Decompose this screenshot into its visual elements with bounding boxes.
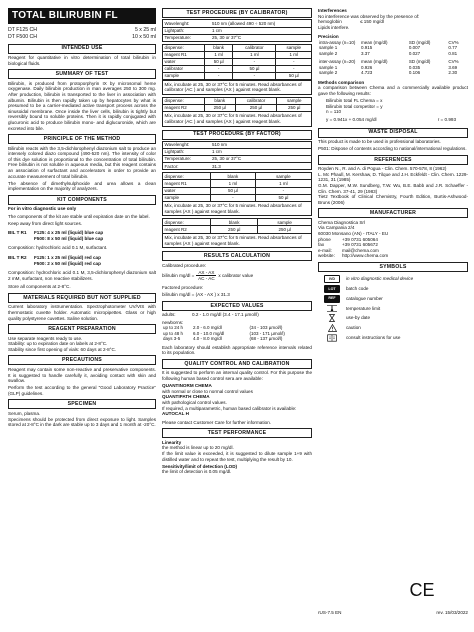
table-cell: sample 1 xyxy=(319,45,338,51)
table-header: blank xyxy=(211,173,256,180)
factor-note-2: Mix, incubate at 25, 30 or 37°C for 5 minutes. Read absorbances of samples (AX ) against reagent blank. xyxy=(162,233,312,248)
methods-n: n = 110 xyxy=(326,109,342,115)
book-icon xyxy=(324,334,340,342)
methods-regression xyxy=(318,117,468,123)
table-cell: 1 ml xyxy=(211,180,256,187)
table-header: sample xyxy=(277,97,312,104)
reagent-r1 xyxy=(8,230,156,241)
storage-text: Store all components at 2-8°C. xyxy=(8,284,71,290)
section-heading-principle: PRINCIPLE OF THE METHOD xyxy=(8,134,156,144)
contact-key: website: xyxy=(318,253,335,259)
section-heading-precautions: PRECAUTIONS xyxy=(8,355,156,365)
param-key: Temperature: xyxy=(163,34,211,41)
table-row xyxy=(163,226,312,233)
table-header: intra-assay (n=10) xyxy=(319,39,356,45)
reagent-prep-text: Stability since first opening of vials: 60 days at 2-8°C. xyxy=(8,346,117,352)
table-row xyxy=(163,104,312,111)
symbol-label: caution xyxy=(346,325,361,331)
adults-row xyxy=(162,312,312,318)
reagent-pack-line: F125: 4 x 25 ml (liquid) blue cap xyxy=(34,230,104,236)
table-row xyxy=(163,187,312,194)
table-header: inter-assay (n=20) xyxy=(319,59,356,65)
intra-assay-table xyxy=(318,40,468,56)
pack-size: 5 x 25 ml xyxy=(134,27,156,34)
table-cell: - xyxy=(255,187,311,194)
table-cell: 0.915 xyxy=(361,45,373,51)
materials-text: Current laboratory instrumentation. Spectrophotometer UV/VIS with thermostatic cuvette holder. Automatic micropipettes. Glass or high quality polystyrene cuvettes. Saline solution. xyxy=(8,304,156,321)
inter-assay-table xyxy=(318,59,468,75)
section-heading-factor-procedure: TEST PROCEDURE (BY FACTOR) xyxy=(162,130,312,140)
table-cell: 3.69 xyxy=(448,64,458,70)
reagent-label: BIL T R1 xyxy=(8,230,27,236)
section-heading-materials: MATERIALS REQUIRED BUT NOT SUPPLIED xyxy=(8,293,156,303)
section-heading-kit: KIT COMPONENTS xyxy=(8,195,156,205)
table-cell: 250 µl xyxy=(205,104,236,111)
principle-text-2: The absence of dimethylsulphoxide and urea allows a clean implementation on the majority of analyzers. xyxy=(8,180,156,192)
table-cell: 0.106 xyxy=(408,70,421,76)
adults-value: 0.2 - 1.0 mg/dl (3.4 - 17.1 µmol/l) xyxy=(192,312,259,318)
table-cell: reagent R1 xyxy=(163,180,211,187)
revision-date: rev. 15/03/2022 xyxy=(436,610,468,615)
warning-icon xyxy=(324,324,340,332)
specimen-text: Serum, plasma. xyxy=(8,410,41,416)
manufacturer-line: Via Campania 2/4 xyxy=(318,225,355,231)
linearity-title: Linearity xyxy=(162,439,182,445)
table-cell: - xyxy=(233,58,276,65)
table-cell: 0.926 xyxy=(361,64,373,70)
table-cell: - xyxy=(211,194,256,201)
table-row xyxy=(163,72,312,79)
contact-key: phone xyxy=(318,236,331,242)
section-heading-calibrator-procedure: TEST PROCEDURE (BY CALIBRATOR) xyxy=(162,8,312,18)
table-cell: 0.035 xyxy=(408,64,421,70)
param-key: Factor: xyxy=(163,163,211,170)
param-key: Wavelenght: xyxy=(163,142,211,149)
ce-mark xyxy=(409,580,435,599)
qc-text: It is suggested to perform an internal quality control. For this purpose the following human based control sera are available: xyxy=(162,370,312,382)
expected-values-note: Each laboratory should establish appropriate reference intervals related to its population. xyxy=(162,344,312,356)
table-header-row xyxy=(163,97,312,104)
newborns-label: newborns: xyxy=(162,319,184,325)
formula-rhs: x calibrator value xyxy=(218,273,254,279)
table-cell: 250 µl xyxy=(258,226,312,233)
table-header: blank xyxy=(211,219,258,226)
table-cell: - xyxy=(233,72,276,79)
table-header: sample xyxy=(255,173,311,180)
factored-formula: bilirubin mg/dl = (AX - AX ) x 31.3 xyxy=(162,292,230,298)
calibrated-formula xyxy=(162,270,312,282)
section-heading-expected-values: EXPECTED VALUES xyxy=(162,301,312,311)
code-row xyxy=(8,27,156,34)
param-row xyxy=(163,156,312,163)
symbol-label: temperature limit xyxy=(346,305,381,311)
contact-key: fax xyxy=(318,242,325,248)
param-row xyxy=(163,27,312,34)
table-header: mean (mg/dl) xyxy=(361,39,388,45)
newborns-table xyxy=(162,325,312,341)
formula-denominator: AC - AC xyxy=(198,276,215,282)
param-value: 510 nm xyxy=(211,142,312,149)
section-heading-waste: WASTE DISPOSAL xyxy=(318,128,468,138)
table-header: sample xyxy=(276,44,312,51)
table-cell: sample 2 xyxy=(319,50,338,56)
param-key: Temperature: xyxy=(163,156,211,163)
methods-y-label: Bilirubin total competitor = y xyxy=(326,103,383,109)
formula-fraction xyxy=(196,270,216,282)
linearity-text: the method is linear up to 20 mg/dl. xyxy=(162,445,234,451)
table-cell: 2.30 xyxy=(448,70,458,76)
manufacturer-website xyxy=(318,253,468,259)
symbol-label: in vitro diagnostic medical device xyxy=(346,276,414,282)
manufacturer-line: Chema Diagnostica Srl xyxy=(318,219,365,225)
ivd-note: For in vitro diagnostic use only xyxy=(8,206,77,212)
intended-use-text: Reagent for quantitative in vitro determination of total bilirubin in biological fluids. xyxy=(8,55,156,66)
table-row xyxy=(162,336,312,341)
table-cell: 1 ml xyxy=(276,51,312,58)
table-cell: up to 24 h xyxy=(163,325,184,331)
table-cell: 50 µl xyxy=(276,72,312,79)
factored-procedure-label: Factored procedure: xyxy=(162,285,204,290)
table-row xyxy=(163,65,312,72)
table-row xyxy=(163,51,312,58)
table-header: blank xyxy=(205,44,233,51)
table-cell: 0.77 xyxy=(448,45,458,51)
reagent-pack-line: F500: 2 x 50 ml (liquid) red cap xyxy=(34,260,101,266)
quantinorm-name: QUANTINORM CHEMA xyxy=(162,383,212,389)
table-cell: 0.81 xyxy=(448,50,458,56)
table-cell: 50 µl xyxy=(255,194,311,201)
reagent-prep-text: Use separate reagents ready to use. xyxy=(8,335,83,341)
methods-text: a comparison between Chema and a commercially available product gave the following results: xyxy=(318,85,468,97)
table-cell: days 3-5 xyxy=(163,336,181,342)
table-cell: 1 ml xyxy=(255,180,311,187)
linearity-dilution-text: If the limit value is exceeded, it is suggested to dilute sample 1+9 with distilled water and to repeat the test, multiplying the result by 10. xyxy=(162,451,312,462)
param-value: 1 cm xyxy=(211,149,312,156)
principle-text: Bilirubin reacts with the 3,5-dichlorophenyl diazonium salt to produce an intensely colored diazo compound (490-520 nm). The intensity of color of this dye solution is proportional to the concentration of total bilirubin. Free bilirubin is not soluble in aqueous media, but this reagent contains an association of surfactant and accelerators in order to provide an accurate measurement of total bilirubin. xyxy=(8,145,156,179)
table-cell: 250 µl xyxy=(235,104,277,111)
calibrator-note-2: Mix, incubate at 25, 30 or 37°C for 5 minutes. Read absorbances of calibrator (AC ) and samples (AX ) against reagent blank. xyxy=(162,111,312,126)
table-row xyxy=(163,194,312,201)
symbol-row xyxy=(324,324,468,332)
code-row xyxy=(8,34,156,41)
section-heading-specimen: SPECIMEN xyxy=(8,399,156,409)
table-cell: 6.0 - 10.0 mg/dl xyxy=(193,330,225,336)
calibrator-dispense-table-1 xyxy=(162,44,312,80)
section-heading-quality-control: QUALITY CONTROL AND CALIBRATION xyxy=(162,359,312,369)
table-header: CV% xyxy=(448,39,459,45)
calibrator-dispense-table-2 xyxy=(162,97,312,112)
table-cell: 4.0 - 8.0 mg/dl xyxy=(193,336,222,342)
table-cell: 3.37 xyxy=(361,50,370,56)
table-header: SD (mg/dl) xyxy=(408,59,431,65)
symbol-row xyxy=(324,295,468,303)
table-cell: sample 2 xyxy=(319,70,338,76)
section-heading-results: RESULTS CALCULATION xyxy=(162,251,312,261)
methods-title: Methods comparison xyxy=(318,79,365,85)
factor-dispense-table-1 xyxy=(162,172,312,201)
table-header: sample xyxy=(258,219,312,226)
table-cell: water xyxy=(163,58,205,65)
factor-dispense-table-2 xyxy=(162,218,312,233)
section-heading-reagent-prep: REAGENT PREPARATION xyxy=(8,324,156,334)
code: DT F125 CH xyxy=(8,27,38,34)
table-header: dispense: xyxy=(163,219,211,226)
ref-icon: REF xyxy=(324,295,340,303)
reagent-pack-line: F500: 8 x 50 ml (liquid) blue cap xyxy=(34,235,104,241)
footer xyxy=(318,610,468,616)
table-header: SD (mg/dl) xyxy=(408,39,431,45)
hourglass-icon xyxy=(324,314,340,322)
reagent-r2-composition: Composition: hydrochloric acid 0.1 M, 3,5-dichlorophenyl diazonium salt 2 mM, surfactant, non reactive stabilizers. xyxy=(8,270,156,281)
product-title: TOTAL BILIRUBIN FL xyxy=(8,8,156,24)
table-row xyxy=(318,51,468,56)
table-cell: 50 µl xyxy=(211,187,256,194)
summary-text: Bilirubin, is produced from protoporphyrin IX by microsomal heme oxygenase. Daily bilirubin production in man averages 250 to 300 mg. After production, bilirubin is transported to the liver in association with albumin. Bilirubin is then rapidly taken up by hepatocytes by what is presumed to be a carrier-mediated active transport process across the sinusoidal membrane. Once inside the liver cells, bilirubin is tightly but reversibly bound to soluble proteins. Then it is rapidly conjugated with glucuronic acid to produce bilirubin mono- and diglucuronide, which are excreted into bile. xyxy=(8,80,156,131)
table-row xyxy=(163,180,312,187)
formula-lhs: bilirubin mg/dl = xyxy=(162,273,195,279)
table-header-row xyxy=(163,173,312,180)
param-value: 1 cm xyxy=(211,27,312,34)
table-cell: - xyxy=(205,65,233,72)
table-cell: reagent R2 xyxy=(163,226,211,233)
reference-item: L. Mc Phaull, M. Kershaw, D. Tilque and J.H. Eckfeldt - Clin. Chem. 1229-1231, 31 (1985) xyxy=(318,171,468,183)
symbol-row xyxy=(324,304,468,312)
kit-stability-text: The components of the kit are stable until expiration date on the label. xyxy=(8,213,150,219)
section-heading-intended-use: INTENDED USE xyxy=(8,44,156,54)
quantinorm-desc: with normal or close to normal control values xyxy=(162,388,253,394)
section-heading-performance: TEST PERFORMANCE xyxy=(162,428,312,438)
symbol-label: batch code xyxy=(346,285,369,291)
thermometer-icon xyxy=(324,304,340,312)
table-header: mean (mg/dl) xyxy=(361,59,388,65)
factor-params-table xyxy=(162,141,312,170)
methods-x-label: Bilirubin total FL Chema = x xyxy=(326,98,383,104)
table-header: dispense: xyxy=(163,97,205,104)
quantipath-desc: with pathological control values. xyxy=(162,400,227,406)
sensitivity-text: the limit of detection is 0.05 mg/dl. xyxy=(162,469,232,475)
autocal-name: AUTOCAL H xyxy=(162,411,189,417)
lot-icon: LOT xyxy=(324,285,340,293)
param-key: Lightpath: xyxy=(163,149,211,156)
param-key: Lightpath: xyxy=(163,27,211,34)
contact-key: e-mail: xyxy=(318,247,332,253)
sensitivity-title: Sensitivity/limit of detection (LOD) xyxy=(162,463,238,469)
symbols-list xyxy=(318,275,468,342)
reagent-r1-composition: Composition: hydrochloric acid 0.1 M, surfactant. xyxy=(8,245,108,251)
table-cell: water xyxy=(163,187,211,194)
symbol-row xyxy=(324,275,468,283)
table-header-row xyxy=(163,44,312,51)
table-header: dispense: xyxy=(163,44,205,51)
table-header: blank xyxy=(205,97,236,104)
calibrator-text: If required, a multiparametric, human based calibrator is available: xyxy=(162,405,297,411)
regression-r: r = 0.993 xyxy=(437,117,456,123)
contact-value: +39 0731 605672 xyxy=(342,242,378,248)
table-row xyxy=(163,58,312,65)
table-cell: reagent R1 xyxy=(163,51,205,58)
param-value: 25, 30 or 37°C xyxy=(211,34,312,41)
table-header: CV% xyxy=(448,59,459,65)
contact-value: http://www.chema.com xyxy=(342,253,389,259)
param-value: 31.3 xyxy=(211,163,312,170)
table-cell: - xyxy=(276,58,312,65)
calibrator-note-1: Mix, incubate at 25, 30 or 37°C for 5 minutes. Read absorbances of calibrator (AC ) and samples (AX ) against reagent blank. xyxy=(162,80,312,95)
contact-value: +39 0731 605064 xyxy=(342,236,378,242)
param-row xyxy=(163,20,312,27)
param-value: 25, 30 or 37°C xyxy=(211,156,312,163)
table-cell: sample xyxy=(163,194,211,201)
param-row xyxy=(163,142,312,149)
table-cell: 4.723 xyxy=(361,70,373,76)
waste-text-2: P501: Dispose of contents according to national/international regulations. xyxy=(318,146,467,152)
customer-care-text: Please contact Customer Care for further information. xyxy=(162,419,272,425)
waste-text: This product is made to be used in professional laboratories. xyxy=(318,139,441,145)
param-row xyxy=(163,34,312,41)
table-cell: calibrator xyxy=(163,65,205,72)
table-header: calibrator xyxy=(235,97,277,104)
table-cell: 1 ml xyxy=(205,51,233,58)
symbol-row xyxy=(324,314,468,322)
interferences-title: Interferences xyxy=(318,8,347,13)
section-heading-symbols: SYMBOLS xyxy=(318,262,468,272)
table-cell: - xyxy=(276,65,312,72)
table-cell: 250 µl xyxy=(277,104,312,111)
symbol-row xyxy=(324,334,468,342)
symbol-label: catalogue number xyxy=(346,295,383,301)
column-left xyxy=(8,8,156,429)
table-cell: 50 µl xyxy=(205,58,233,65)
table-cell: sample xyxy=(163,72,205,79)
table-row xyxy=(318,70,468,75)
table-header: calibrator xyxy=(233,44,276,51)
symbol-label: use-by date xyxy=(346,315,371,321)
table-header-row xyxy=(163,219,312,226)
reference-item: G.M. Dapper, M.W. Sundberg, T.W. Wu, B.E. Babb and J.R. Schaeffer - Clin. Chem. 37-41, 29 (1983) xyxy=(318,183,468,194)
quantipath-name: QUANTIPATH CHEMA xyxy=(162,394,210,400)
reference-item: Royden N., R. and A. di Pogua - Clin. Chem. 570-578, 8 (1962) xyxy=(318,166,447,172)
regression-equation: y = 0.941x + 0.054 mg/dl xyxy=(326,117,377,123)
specimen-text-2: Specimens should be protected from direct exposure to light. Samples stored at 2-8°C in the dark are stable up to 3 days and 1 month at -20°C. xyxy=(8,416,156,428)
section-heading-summary: SUMMARY OF TEST xyxy=(8,69,156,79)
adults-label: adults: xyxy=(162,312,176,318)
reagent-pack-line: F125: 1 x 25 ml (liquid) red cap xyxy=(34,255,101,261)
pack-size: 10 x 50 ml xyxy=(132,33,156,40)
product-codes xyxy=(8,27,156,41)
calibrated-procedure-label: Calibrated procedure: xyxy=(162,262,207,268)
precision-title: Precision xyxy=(318,34,339,40)
table-cell: 0.007 xyxy=(408,45,421,51)
param-row xyxy=(163,149,312,156)
param-value: 510 nm (allowed 490 ÷ 520 nm) xyxy=(211,20,312,27)
interference-row: Lipids interfere. xyxy=(318,24,350,30)
symbol-row xyxy=(324,285,468,293)
interference-value: ≤ 150 mg/dl xyxy=(360,19,384,25)
param-row xyxy=(163,163,312,170)
table-cell: 2.0 - 6.0 mg/dl xyxy=(193,325,222,331)
table-cell: up to 48 h xyxy=(163,330,184,336)
section-heading-manufacturer: MANUFACTURER xyxy=(318,208,468,218)
column-middle xyxy=(162,8,312,475)
reagent-prep-text: Stability: up to expiration date on labels at 2-8°C. xyxy=(8,341,108,347)
table-cell: (103 - 171 µmol/l) xyxy=(249,330,285,336)
section-heading-references: REFERENCES xyxy=(318,155,468,165)
table-header: dispense: xyxy=(163,173,211,180)
ivd-icon: IVD xyxy=(324,275,340,283)
table-cell: 0.027 xyxy=(408,50,421,56)
factor-note-1: Mix, incubate at 25, 30 or 37°C for 5 minutes. Read absorbances of samples (AX ) against reagent blank. xyxy=(162,201,312,216)
contact-value: mail@chema.com xyxy=(342,247,379,253)
document-code: rUS-7.5 EN xyxy=(318,610,342,615)
table-cell: reagent R2 xyxy=(163,104,205,111)
table-cell: 50 µl xyxy=(233,65,276,72)
symbol-label: consult instructions for use xyxy=(346,334,401,340)
table-cell: - xyxy=(205,72,233,79)
code: DT F500 CH xyxy=(8,33,38,40)
table-cell: (68 - 137 µmol/l) xyxy=(249,336,283,342)
table-cell: 250 µl xyxy=(211,226,258,233)
manufacturer-line: 60030 Monsano (AN) - ITALY - EU xyxy=(318,231,389,237)
param-key: Wavelenght: xyxy=(163,20,211,27)
formula-numerator: AX - AX xyxy=(198,269,215,275)
precautions-text-2: Perform the test according to the general "Good Laboratory Practice" (GLP) guidelines. xyxy=(8,385,156,396)
reagent-r2 xyxy=(8,255,156,266)
kit-light-text: Keep away from direct light sources. xyxy=(8,220,83,226)
interference-key: hemoglobin xyxy=(318,19,342,25)
reference-item: Tietz Textbook of Clinical Chemistry, Fourth Edition, Burtis-Ashwood-Bruns (2006) xyxy=(318,194,468,205)
precautions-text: Reagent may contain some non-reactive and preservative components. It is suggested to handle carefully it, avoiding contact with skin and swallow. xyxy=(8,366,156,384)
table-cell: 1 ml xyxy=(233,51,276,58)
reagent-label: BIL T R2 xyxy=(8,255,27,261)
ce-mark-text: CE xyxy=(409,580,435,599)
table-cell: (34 - 103 µmol/l) xyxy=(249,325,283,331)
interferences-text: No interference was observed by the presence of: xyxy=(318,13,420,19)
table-cell: sample 1 xyxy=(319,64,338,70)
column-right xyxy=(318,8,468,344)
calibrator-params-table xyxy=(162,19,312,41)
